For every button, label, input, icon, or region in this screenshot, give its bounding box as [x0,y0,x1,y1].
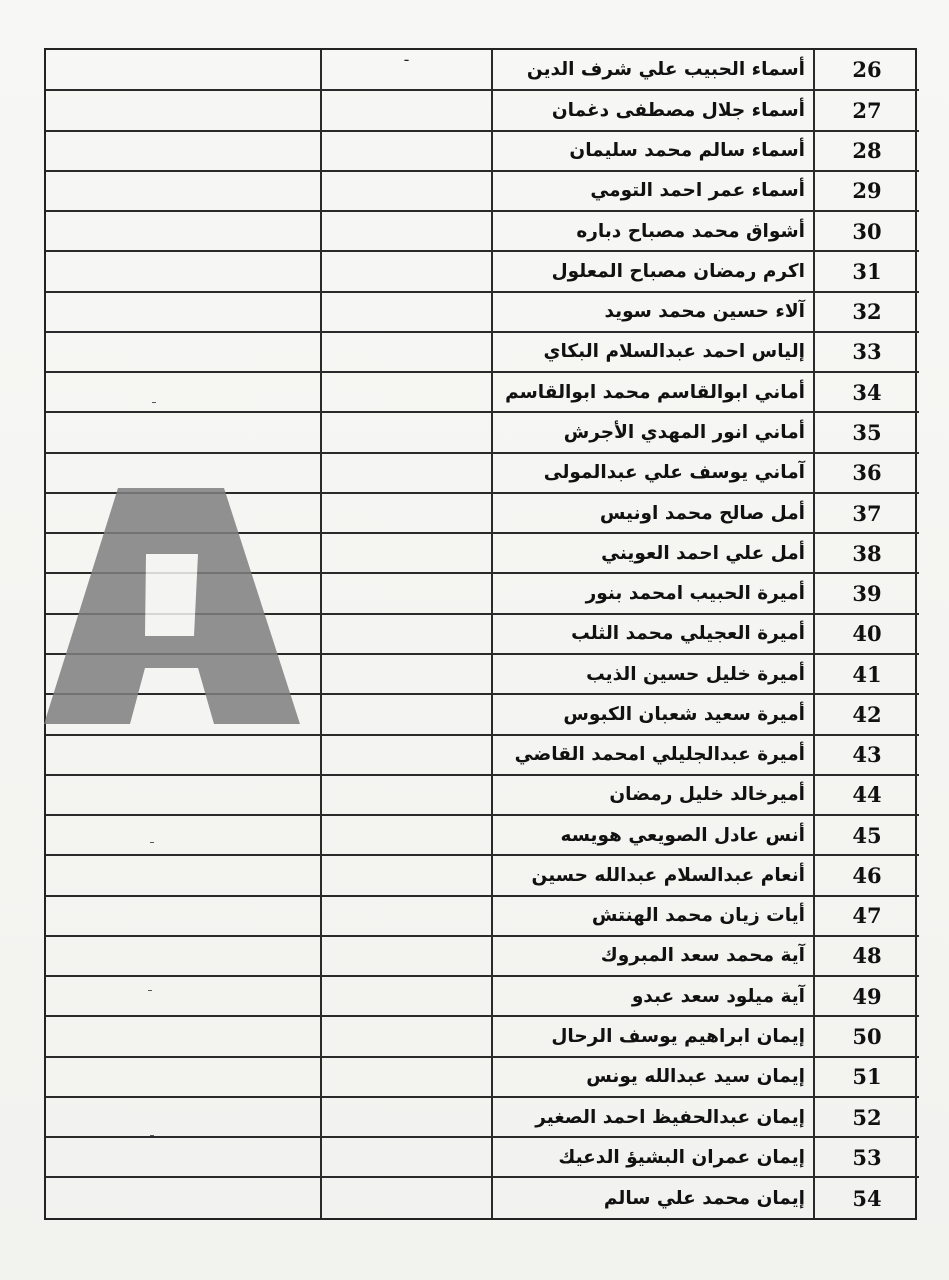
blank-cell-left [46,412,321,452]
blank-cell-left [46,493,321,533]
table-body [46,50,919,1218]
scan-speck [148,990,152,991]
table-row [46,573,919,613]
table-row [46,1137,919,1177]
table-row [46,251,919,291]
blank-cell-left [46,50,321,90]
blank-cell-left [46,372,321,412]
student-name-cell: اكرم رمضان مصباح المعلول [492,251,814,291]
blank-cell-left [46,292,321,332]
table-row [46,896,919,936]
student-name-cell: إيمان سيد عبدالله يونس [492,1057,814,1097]
student-name-cell: أنعام عبدالسلام عبدالله حسين [492,855,814,895]
blank-cell-middle [321,533,492,573]
blank-cell-middle [321,50,492,90]
blank-cell-left [46,171,321,211]
table-row [46,50,919,90]
scan-speck [150,1135,154,1136]
student-name-cell: إيمان عبدالحفيظ احمد الصغير [492,1097,814,1137]
row-number-cell: 43 [814,735,919,775]
blank-cell-middle [321,1057,492,1097]
student-name-cell: أماني ابوالقاسم محمد ابوالقاسم [492,372,814,412]
table-row [46,131,919,171]
blank-cell-middle [321,131,492,171]
dash-mark: - [403,50,410,69]
blank-cell-middle [321,735,492,775]
row-number-cell: 40 [814,614,919,654]
blank-cell-middle [321,211,492,251]
blank-cell-left [46,855,321,895]
blank-cell-middle [321,332,492,372]
blank-cell-left [46,896,321,936]
student-name-cell: آية محمد سعد المبروك [492,936,814,976]
blank-cell-left [46,1137,321,1177]
blank-cell-middle [321,1097,492,1137]
blank-cell-left [46,694,321,734]
row-number-cell: 44 [814,775,919,815]
student-name-cell: أميرة العجيلي محمد الثلب [492,614,814,654]
student-name-cell: أمل صالح محمد اونيس [492,493,814,533]
row-number-cell: 50 [814,1016,919,1056]
blank-cell-middle [321,936,492,976]
blank-cell-middle [321,171,492,211]
blank-cell-left [46,573,321,613]
row-number-cell: 32 [814,292,919,332]
blank-cell-middle [321,614,492,654]
table-row [46,775,919,815]
blank-cell-left [46,815,321,855]
names-table [46,50,919,1218]
blank-cell-middle [321,1177,492,1218]
table-row [46,453,919,493]
table-row [46,332,919,372]
row-number-cell: 30 [814,211,919,251]
row-number-cell: 26 [814,50,919,90]
blank-cell-left [46,211,321,251]
row-number-cell: 33 [814,332,919,372]
blank-cell-middle [321,775,492,815]
blank-cell-left [46,976,321,1016]
row-number-cell: 34 [814,372,919,412]
table-row [46,1097,919,1137]
row-number-cell: 45 [814,815,919,855]
blank-cell-left [46,614,321,654]
row-number-cell: 29 [814,171,919,211]
blank-cell-left [46,131,321,171]
student-name-cell: أسماء سالم محمد سليمان [492,131,814,171]
row-number-cell: 31 [814,251,919,291]
blank-cell-middle [321,976,492,1016]
row-number-cell: 35 [814,412,919,452]
student-name-cell: أميرخالد خليل رمضان [492,775,814,815]
table-row [46,976,919,1016]
blank-cell-left [46,251,321,291]
blank-cell-middle [321,1016,492,1056]
row-number-cell: 48 [814,936,919,976]
table-row [46,90,919,130]
blank-cell-left [46,453,321,493]
blank-cell-left [46,735,321,775]
table-row [46,171,919,211]
blank-cell-middle [321,896,492,936]
blank-cell-middle [321,654,492,694]
blank-cell-middle [321,493,492,533]
student-name-cell: إيمان محمد علي سالم [492,1177,814,1218]
table-row [46,412,919,452]
blank-cell-left [46,775,321,815]
table-row [46,1057,919,1097]
blank-cell-left [46,654,321,694]
row-number-cell: 28 [814,131,919,171]
student-name-cell: أمل علي احمد العويني [492,533,814,573]
row-number-cell: 42 [814,694,919,734]
table-row [46,211,919,251]
row-number-cell: 37 [814,493,919,533]
blank-cell-left [46,1177,321,1218]
table-row [46,855,919,895]
table-row [46,654,919,694]
table-row [46,614,919,654]
student-name-cell: أشواق محمد مصباح دباره [492,211,814,251]
student-name-cell: أسماء الحبيب علي شرف الدين [492,50,814,90]
student-name-cell: أميرة الحبيب امحمد بنور [492,573,814,613]
row-number-cell: 41 [814,654,919,694]
student-name-cell: أسماء عمر احمد التومي [492,171,814,211]
row-number-cell: 52 [814,1097,919,1137]
blank-cell-left [46,936,321,976]
student-name-cell: أسماء جلال مصطفى دغمان [492,90,814,130]
student-name-cell: أنس عادل الصويعي هويسه [492,815,814,855]
blank-cell-middle [321,694,492,734]
row-number-cell: 51 [814,1057,919,1097]
table-row [46,1177,919,1218]
scan-speck [150,842,154,843]
blank-cell-middle [321,815,492,855]
row-number-cell: 27 [814,90,919,130]
student-name-cell: أميرة سعيد شعبان الكبوس [492,694,814,734]
student-name-cell: آلاء حسين محمد سويد [492,292,814,332]
blank-cell-left [46,1097,321,1137]
table-row [46,372,919,412]
student-name-cell: إيمان ابراهيم يوسف الرحال [492,1016,814,1056]
row-number-cell: 53 [814,1137,919,1177]
student-name-cell: آماني يوسف علي عبدالمولى [492,453,814,493]
blank-cell-left [46,1016,321,1056]
blank-cell-middle [321,90,492,130]
blank-cell-middle [321,1137,492,1177]
row-number-cell: 46 [814,855,919,895]
scan-speck [152,402,156,403]
student-name-cell: أميرة خليل حسين الذيب [492,654,814,694]
student-name-cell: أميرة عبدالجليلي امحمد القاضي [492,735,814,775]
blank-cell-middle [321,573,492,613]
blank-cell-middle [321,412,492,452]
blank-cell-middle [321,372,492,412]
blank-cell-left [46,90,321,130]
row-number-cell: 54 [852,1185,882,1211]
row-number-cell: 47 [814,896,919,936]
student-name-cell: أيات زيان محمد الهنتش [492,896,814,936]
table-row [46,292,919,332]
table-row [46,533,919,573]
table-row [46,1016,919,1056]
student-name-cell: إلياس احمد عبدالسلام البكاي [492,332,814,372]
table-row [46,936,919,976]
blank-cell-left [46,332,321,372]
blank-cell-middle [321,855,492,895]
row-number-cell: 36 [814,453,919,493]
table-row [46,735,919,775]
student-list-table [44,48,917,1220]
table-row [46,815,919,855]
blank-cell-middle [321,251,492,291]
student-name-cell: إيمان عمران البشيؤ الدعيك [492,1137,814,1177]
row-number-cell: 38 [814,533,919,573]
blank-cell-middle [321,292,492,332]
blank-cell-left [46,1057,321,1097]
table-row [46,694,919,734]
student-name-cell: أماني انور المهدي الأجرش [492,412,814,452]
row-number-cell: 39 [814,573,919,613]
student-name-cell: آية ميلود سعد عبدو [492,976,814,1016]
table-row [46,493,919,533]
blank-cell-left [46,533,321,573]
blank-cell-middle [321,453,492,493]
row-number-cell: 49 [814,976,919,1016]
